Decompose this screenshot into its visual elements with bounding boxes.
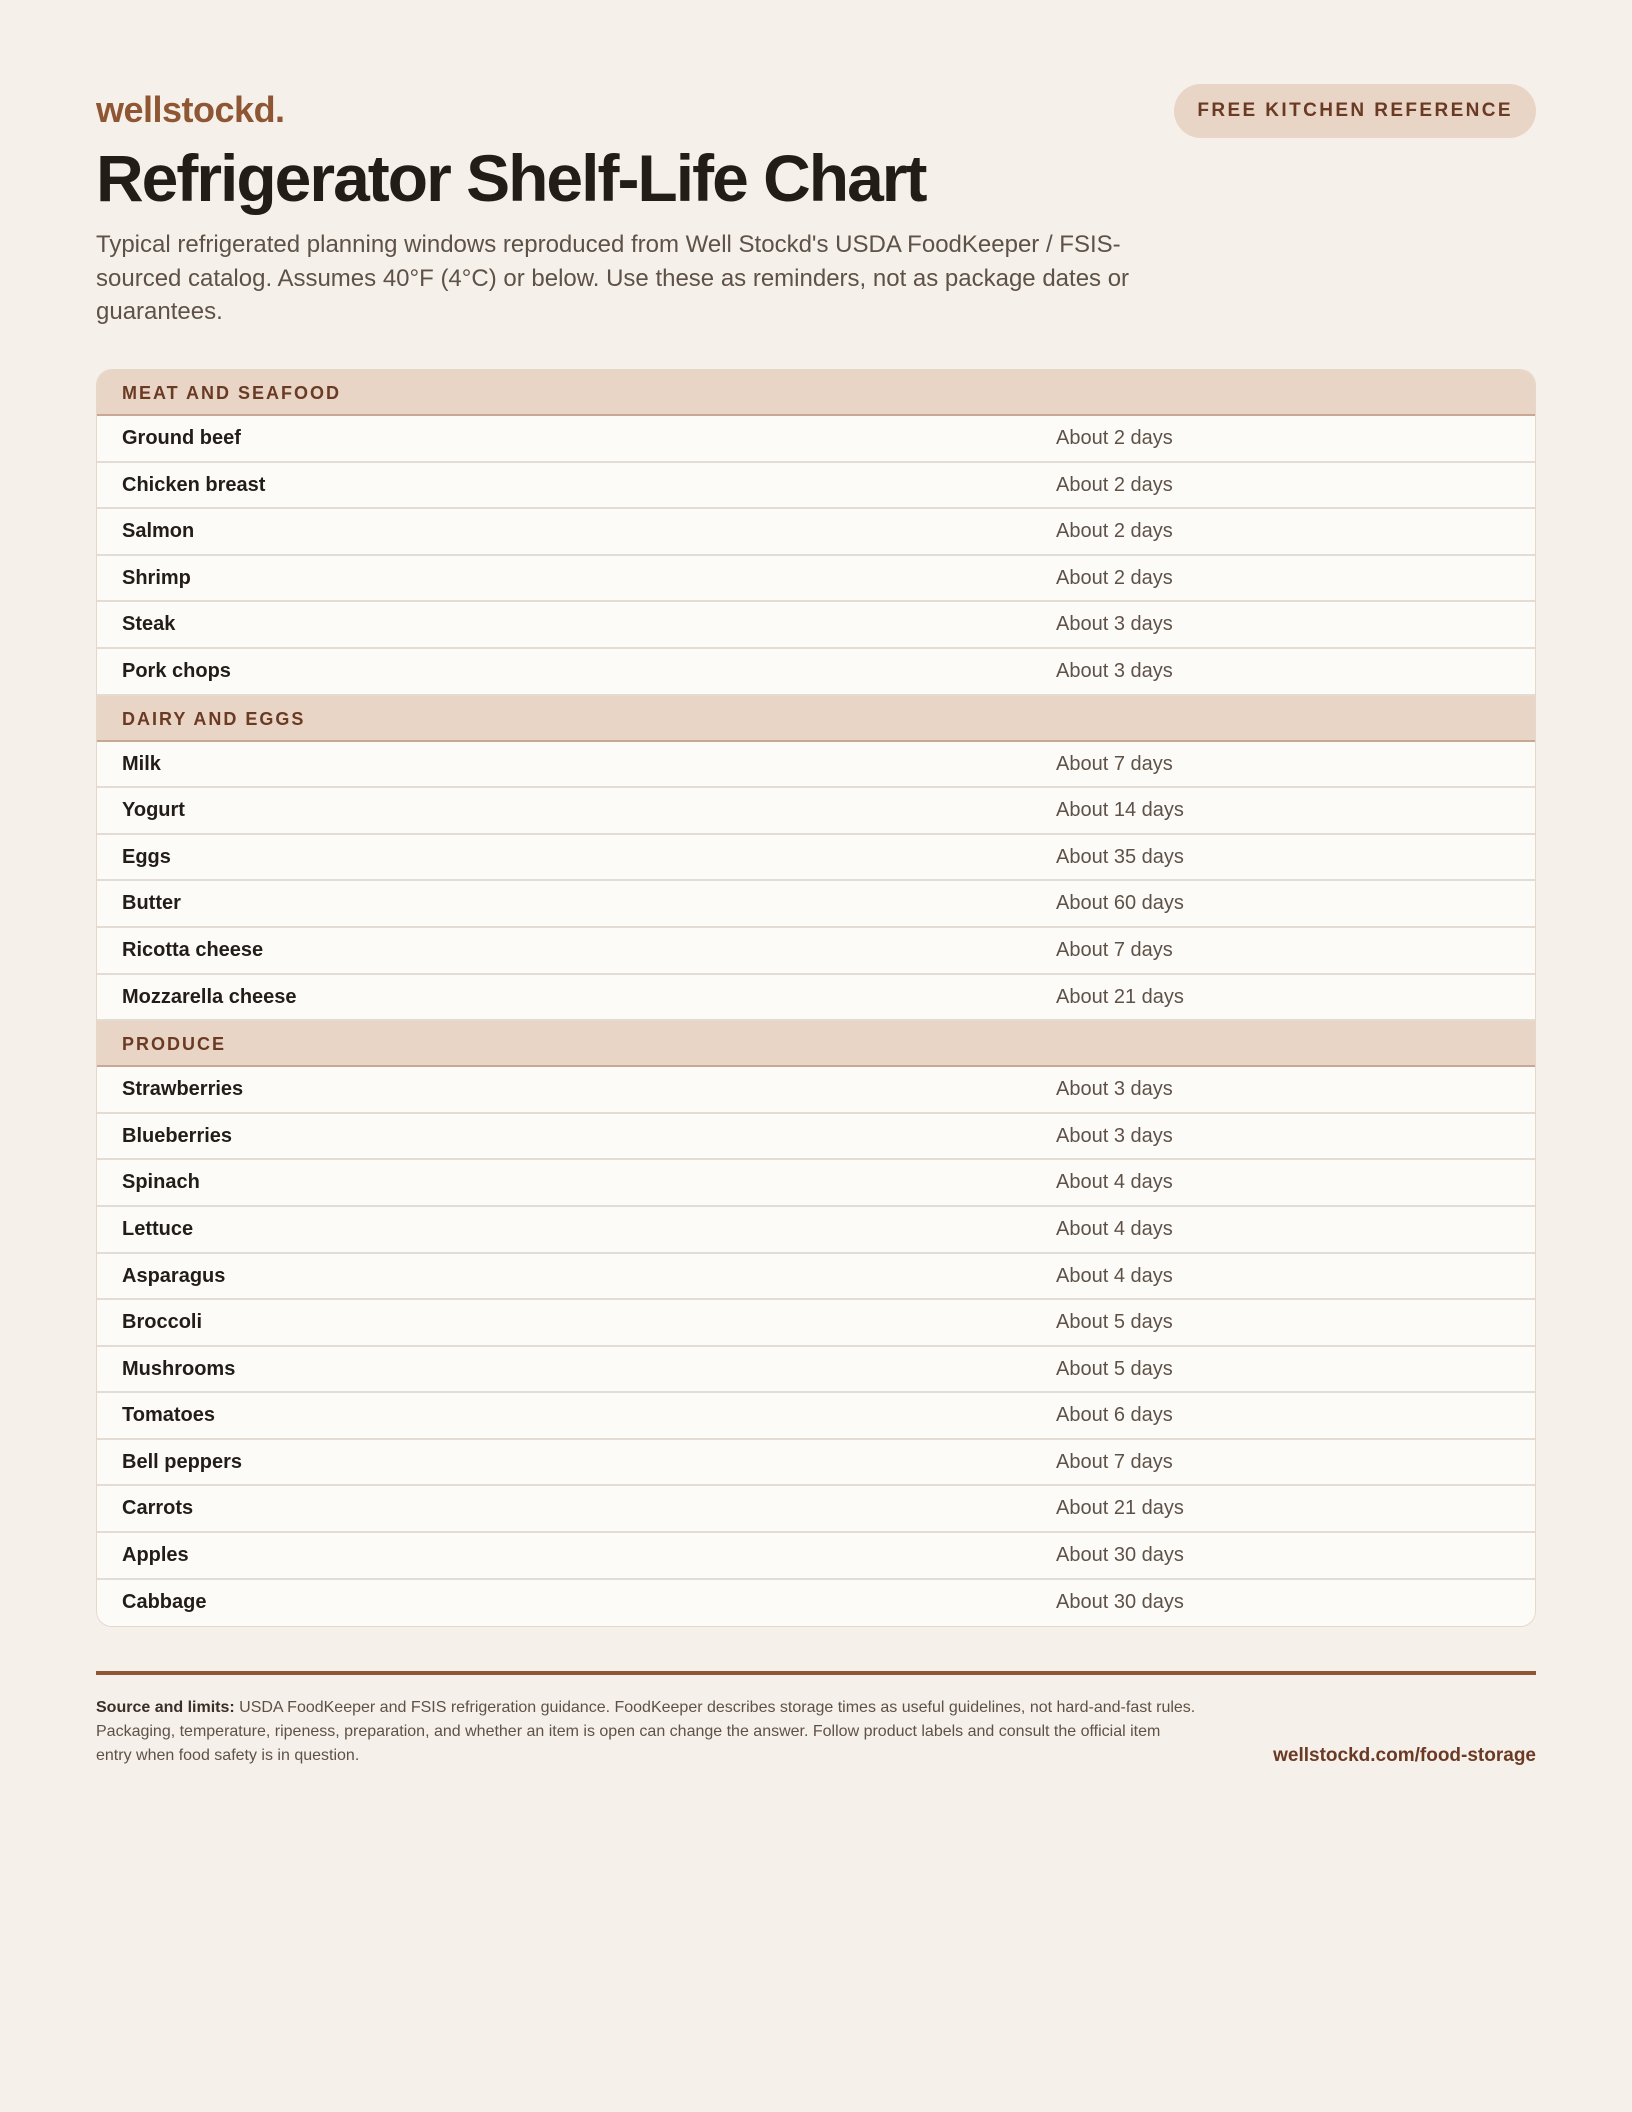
food-name: Blueberries <box>122 1124 233 1147</box>
food-name: Mushrooms <box>122 1357 236 1380</box>
food-name: Salmon <box>122 520 195 543</box>
shelf-life: About 3 days <box>1056 613 1173 636</box>
table-row <box>97 835 1535 882</box>
website-link[interactable]: wellstockd.com/food-storage <box>1273 1745 1536 1766</box>
table-row <box>97 1486 1535 1533</box>
food-name: Bell peppers <box>122 1450 243 1473</box>
table-row <box>97 1114 1535 1161</box>
food-name: Milk <box>122 752 161 775</box>
food-name: Shrimp <box>122 566 191 589</box>
shelf-life: About 2 days <box>1056 473 1173 496</box>
table-row <box>97 1254 1535 1301</box>
table-row <box>97 788 1535 835</box>
table-row <box>97 1393 1535 1440</box>
shelf-life: About 7 days <box>1056 752 1173 775</box>
shelf-life: About 4 days <box>1056 1264 1173 1287</box>
reference-badge: FREE KITCHEN REFERENCE <box>1174 84 1536 138</box>
page <box>96 0 1536 1766</box>
shelf-life: About 30 days <box>1056 1544 1184 1567</box>
table-row <box>97 1580 1535 1627</box>
table-row <box>97 881 1535 928</box>
footer-divider <box>96 1671 1536 1675</box>
table-row <box>97 928 1535 975</box>
category-header: PRODUCE <box>97 1021 1535 1067</box>
food-name: Pork chops <box>122 659 231 682</box>
table-row <box>97 556 1535 603</box>
food-name: Strawberries <box>122 1078 244 1101</box>
shelf-life: About 3 days <box>1056 659 1173 682</box>
shelf-life: About 5 days <box>1056 1357 1173 1380</box>
food-name: Spinach <box>122 1171 200 1194</box>
page-subtitle: Typical refrigerated planning windows reproduced from Well Stockd's USDA FoodKeeper / FSIS-sourced catalog. Assumes 40°F (4°C) or below. Use these as reminders, not as package dates or guarantees. <box>96 231 1130 325</box>
food-name: Steak <box>122 613 176 636</box>
food-name: Yogurt <box>122 799 185 822</box>
shelf-life: About 7 days <box>1056 938 1173 961</box>
food-name: Asparagus <box>122 1264 226 1287</box>
food-name: Broccoli <box>122 1311 203 1334</box>
brand-logo: wellstockd. <box>96 89 285 130</box>
source-note <box>96 1696 1196 1768</box>
food-name: Butter <box>122 892 181 915</box>
food-name: Lettuce <box>122 1217 194 1240</box>
shelf-life: About 6 days <box>1056 1404 1173 1427</box>
shelf-life: About 30 days <box>1056 1590 1184 1613</box>
food-name: Carrots <box>122 1497 194 1520</box>
table-row <box>97 1300 1535 1347</box>
shelf-life: About 2 days <box>1056 566 1173 589</box>
category-header: MEAT AND SEAFOOD <box>97 370 1535 416</box>
shelf-life: About 2 days <box>1056 520 1173 543</box>
table-row <box>97 649 1535 696</box>
table-row <box>97 602 1535 649</box>
shelf-life: About 7 days <box>1056 1450 1173 1473</box>
table-row <box>97 1533 1535 1580</box>
table-row <box>97 416 1535 463</box>
header <box>96 0 1536 330</box>
food-name: Ground beef <box>122 427 241 449</box>
food-name: Tomatoes <box>122 1404 215 1427</box>
shelf-life: About 21 days <box>1056 1497 1184 1520</box>
shelf-life: About 3 days <box>1056 1124 1173 1147</box>
shelf-life: About 3 days <box>1056 1078 1173 1101</box>
table-row <box>97 1160 1535 1207</box>
table-row <box>97 463 1535 510</box>
table-row <box>97 975 1535 1022</box>
shelf-life: About 60 days <box>1056 892 1184 915</box>
category-header: DAIRY AND EGGS <box>97 696 1535 742</box>
table-row <box>97 1067 1535 1114</box>
food-name: Ricotta cheese <box>122 938 264 961</box>
shelf-life: About 4 days <box>1056 1171 1173 1194</box>
shelf-life: About 2 days <box>1056 427 1173 449</box>
shelf-life: About 4 days <box>1056 1217 1173 1240</box>
table-row <box>97 509 1535 556</box>
shelf-life-table <box>96 369 1536 1627</box>
food-name: Mozzarella cheese <box>122 985 297 1008</box>
source-note-label: Source and limits: <box>96 1699 235 1716</box>
food-name: Chicken breast <box>122 473 266 496</box>
food-name: Apples <box>122 1544 189 1567</box>
shelf-life: About 14 days <box>1056 799 1184 822</box>
page-title: Refrigerator Shelf-Life Chart <box>96 141 926 215</box>
shelf-life: About 35 days <box>1056 845 1184 868</box>
food-name: Eggs <box>122 845 171 868</box>
table-row <box>97 1207 1535 1254</box>
table-row <box>97 742 1535 789</box>
food-name: Cabbage <box>122 1590 207 1613</box>
shelf-life: About 21 days <box>1056 985 1184 1008</box>
table-row <box>97 1347 1535 1394</box>
table-row <box>97 1440 1535 1487</box>
shelf-life: About 5 days <box>1056 1311 1173 1334</box>
source-note-text: USDA FoodKeeper and FSIS refrigeration guidance. FoodKeeper describes storage times as useful guidelines, not hard-and-fast rules. Packaging, temperature, ripeness, preparation, and whether an item is open can change the answer. Follow product labels and consult the official item entry when food safety is in question. <box>96 1699 1196 1764</box>
